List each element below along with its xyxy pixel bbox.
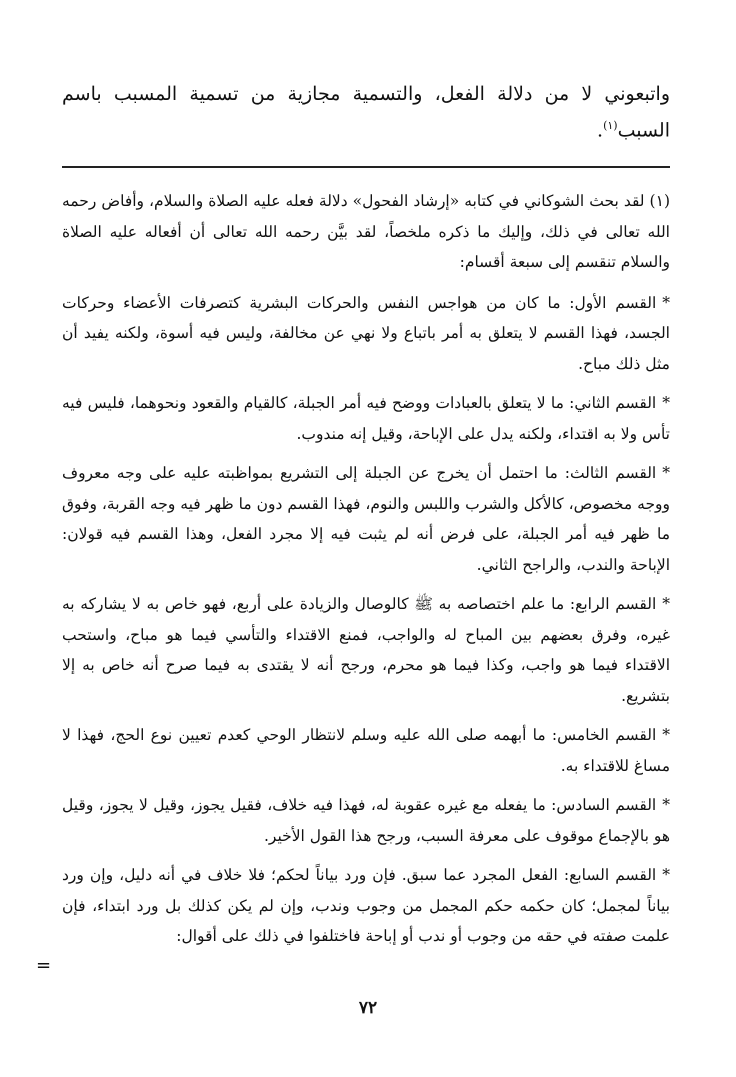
section-text: القسم الرابع: ما علم اختصاصه به ﷺ كالوصال والزيادة على أربع، فهو خاص به لا يشاركه به غيره، وفرق بعضهم بين المباح له والواجب، فمنع الاقتداء والتأسي فيما هو مباح، واستحب الاقتداء فيما هو واجب، وكذا فيما هو محرم، ورجح أنه لا يقتدى به فيما صرح أنه خاص به إلا بتشريع. bbox=[62, 595, 670, 705]
footnote-section-2 bbox=[62, 388, 670, 449]
section-text: القسم الأول: ما كان من هواجس النفس والحركات البشرية كتصرفات الأعضاء وحركات الجسد، فهذا القسم لا يتعلق به أمر باتباع ولا نهي عن مخالفة، وليس فيه أسوة، ولكنه يفيد أن مثل ذلك مباح. bbox=[62, 293, 670, 373]
star-bullet: * bbox=[662, 394, 670, 413]
star-bullet: * bbox=[662, 595, 670, 614]
section-text: القسم السادس: ما يفعله مع غيره عقوبة له، فهذا فيه خلاف، فقيل يجوز، وقيل لا يجوز، وقيل هو بالإجماع موقوف على معرفة السبب، ورجح هذا القول الأخير. bbox=[62, 796, 670, 845]
continuation-mark: = bbox=[36, 955, 52, 976]
footnote-section-5 bbox=[62, 720, 670, 781]
section-text: القسم الثاني: ما لا يتعلق بالعبادات ووضح فيه أمر الجبلة، كالقيام والقعود ونحوهما، فليس فيه تأس ولا به اقتداء، ولكنه يدل على الإباحة، وقيل إنه مندوب. bbox=[62, 394, 670, 443]
footnote-section-3 bbox=[62, 458, 670, 580]
star-bullet: * bbox=[662, 726, 670, 745]
star-bullet: * bbox=[662, 866, 670, 885]
main-end-punct: . bbox=[597, 119, 604, 142]
footnote-section-6 bbox=[62, 790, 670, 851]
footnotes bbox=[62, 186, 670, 952]
footnote-intro: (١) لقد بحث الشوكاني في كتابه «إرشاد الفحول» دلالة فعله عليه الصلاة والسلام، وأفاض رحمه الله تعالى في ذلك، وإليك ما ذكره ملخصاً، لقد بيَّن رحمه الله تعالى أن أفعاله عليه الصلاة والسلام تنقسم إلى سبعة أقسام: bbox=[62, 192, 670, 272]
main-paragraph bbox=[62, 78, 670, 146]
page-number: ٧٢ bbox=[358, 998, 378, 1018]
footnote-section-7 bbox=[62, 860, 670, 952]
page-body bbox=[62, 78, 670, 961]
footnote-section-1 bbox=[62, 288, 670, 380]
main-text: واتبعوني لا من دلالة الفعل، والتسمية مجازية من تسمية المسبب باسم السبب bbox=[62, 83, 670, 142]
star-bullet: * bbox=[662, 293, 670, 312]
footnote-section-4 bbox=[62, 589, 670, 711]
star-bullet: * bbox=[662, 796, 670, 815]
footnote-reference: (١) bbox=[603, 119, 618, 132]
section-text: القسم الخامس: ما أبهمه صلى الله عليه وسلم لانتظار الوحي كعدم تعيين نوع الحج، فهذا لا مساغ للاقتداء به. bbox=[62, 726, 670, 775]
section-text: القسم الثالث: ما احتمل أن يخرج عن الجبلة إلى التشريع بمواظبته عليه على وجه معروف ووجه مخصوص، كالأكل والشرب واللبس والنوم، فهذا القسم دون ما ظهر فيه وجه القربة، وفوق ما ظهر فيه أمر الجبلة، على فرض أنه لم يثبت فيه إلا مجرد الفعل، وهذا القسم فيه قولان: الإباحة والندب، والراجح الثاني. bbox=[62, 464, 670, 574]
star-bullet: * bbox=[662, 464, 670, 483]
footnote-separator bbox=[62, 166, 670, 168]
section-text: القسم السابع: الفعل المجرد عما سبق. فإن ورد بياناً لحكم؛ فلا خلاف في أنه دليل، وإن ورد بياناً لمجمل؛ كان حكمه حكم المجمل من وجوب وندب، وإن لم يكن كذلك بل ورد ابتداء، فإن علمت صفته في حقه من وجوب أو ندب أو إباحة فاختلفوا في ذلك على أقوال: bbox=[62, 866, 670, 946]
